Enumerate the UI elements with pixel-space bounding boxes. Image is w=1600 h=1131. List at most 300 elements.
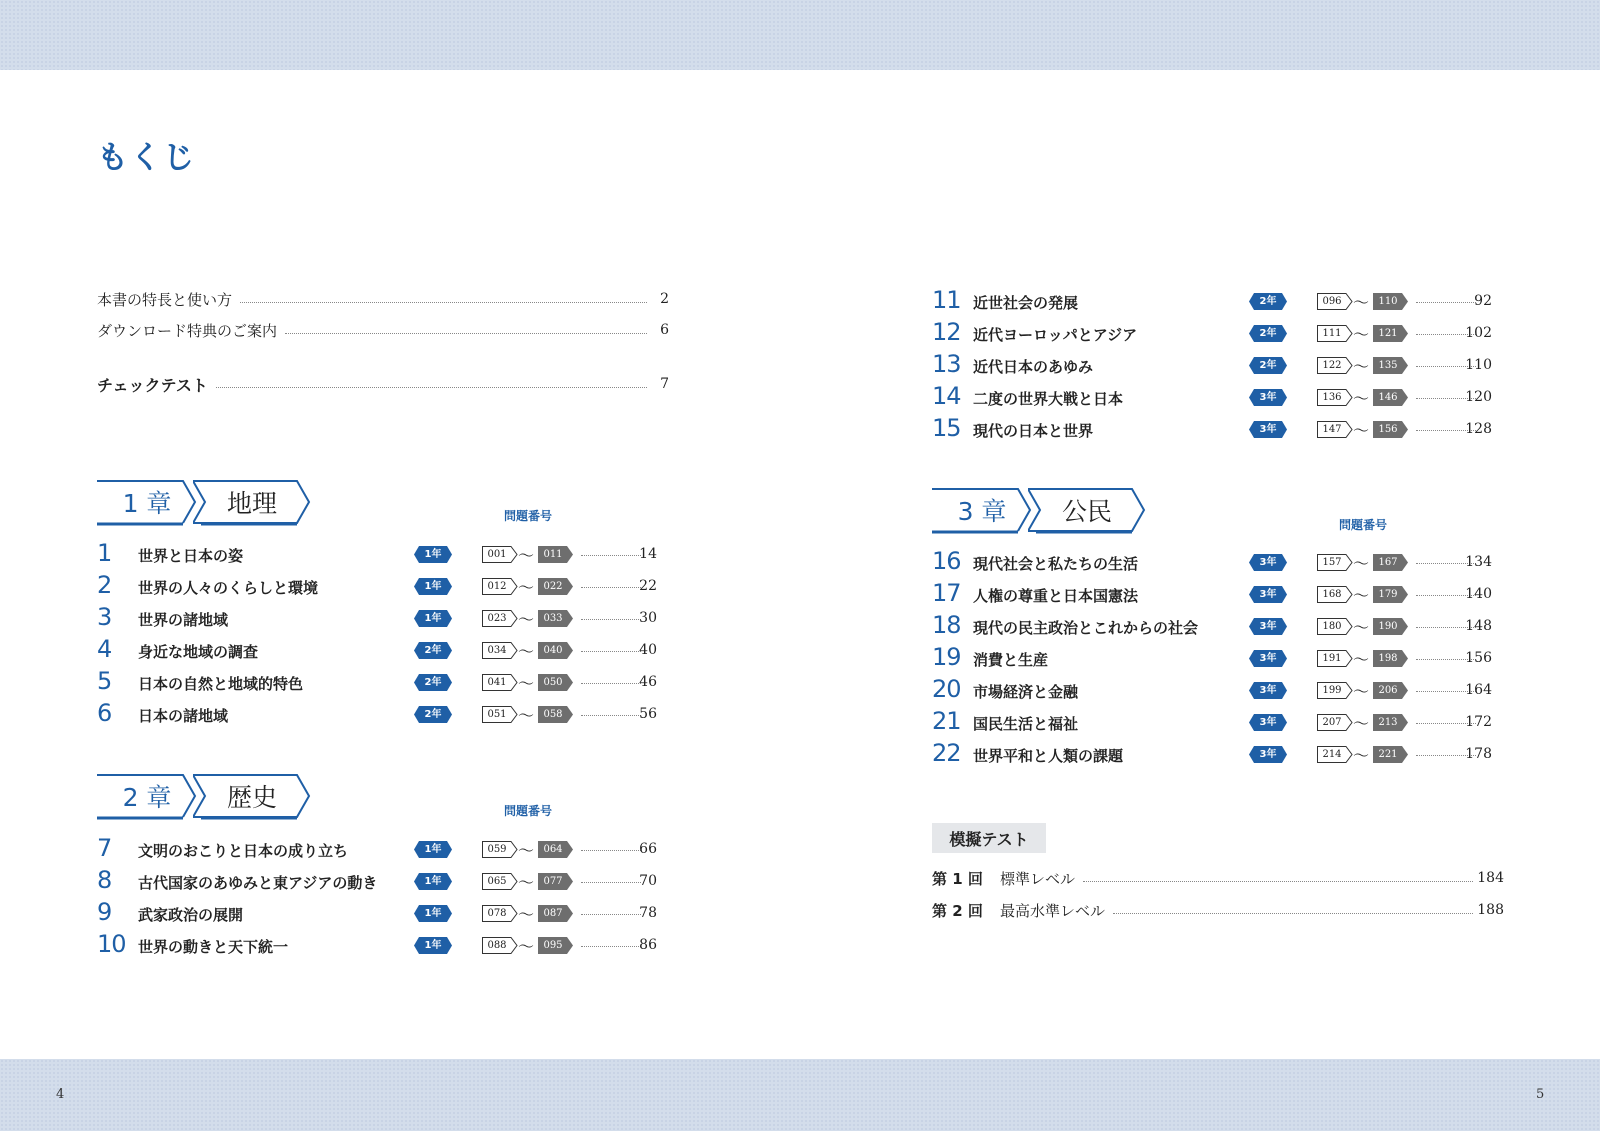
range-end-number: 022 [543,581,563,592]
question-range [482,905,574,922]
chapter-heading [932,488,1152,534]
item-title: 現代社会と私たちの生活 [973,555,1139,573]
page-ref: 6 [660,322,669,338]
item-number: 7 [97,834,112,862]
range-tilde: 〜 [1353,421,1370,440]
leader-dots [216,387,647,388]
range-start [482,706,516,723]
chapter-name-tab [193,480,311,524]
range-tilde: 〜 [518,610,535,629]
mogi-test-heading: 模擬テスト [932,823,1046,853]
leader-dots [285,333,647,334]
range-start [1317,389,1351,406]
item-number: 15 [932,414,961,442]
leader-dots [581,555,641,556]
range-tilde: 〜 [518,674,535,693]
item-title: 世界平和と人類の課題 [973,747,1124,765]
toc-item[interactable] [932,709,1492,735]
range-tilde: 〜 [518,905,535,924]
range-end-number: 050 [543,677,563,688]
question-range [1317,389,1409,406]
toc-item[interactable] [932,645,1492,671]
grade-label: 1年 [424,876,442,887]
range-end-number: 033 [543,613,563,624]
front-matter-row[interactable] [97,319,669,341]
page-ref: 184 [1477,870,1504,886]
toc-item[interactable] [97,900,657,926]
chapter-name: 公民 [1061,497,1112,526]
grade-label: 1年 [424,581,442,592]
range-start [1317,554,1351,571]
leader-dots [581,683,641,684]
toc-item[interactable] [932,741,1492,767]
grade-label: 1年 [424,844,442,855]
grade-badge [414,841,452,858]
page-ref: 148 [1465,618,1492,634]
range-start-number: 122 [1322,360,1342,371]
item-number: 10 [97,930,126,958]
item-number: 4 [97,635,112,663]
item-title: 国民生活と福祉 [973,715,1079,733]
toc-item[interactable] [932,288,1492,314]
range-start-number: 207 [1322,717,1342,728]
item-number: 9 [97,898,112,926]
range-start [1317,586,1351,603]
range-tilde: 〜 [518,546,535,565]
range-start-number: 180 [1322,621,1342,632]
range-start-number: 157 [1322,557,1342,568]
range-end-number: 156 [1378,424,1398,435]
grade-label: 3年 [1259,589,1277,600]
mondai-header: 問題番号 [504,509,553,523]
item-title: 日本の諸地域 [138,707,229,725]
leader-dots [581,946,641,947]
range-start-number: 078 [487,908,507,919]
chapter-name-tab [193,774,311,818]
toc-item[interactable] [97,701,657,727]
page-ref: 134 [1465,554,1492,570]
question-range [1317,650,1409,667]
range-end-number: 064 [543,844,563,855]
item-title: 身近な地域の調査 [138,643,259,661]
mogi-test-row[interactable] [932,867,1504,889]
bottom-band [0,1059,1600,1131]
item-number: 21 [932,707,961,735]
grade-badge [414,546,452,563]
question-range [482,610,574,627]
front-matter-row[interactable] [97,373,669,395]
page-ref: 172 [1465,714,1492,730]
range-end [538,905,572,922]
grade-label: 3年 [1259,424,1277,435]
range-end [538,610,572,627]
range-start-number: 136 [1322,392,1342,403]
chapter-heading [97,774,317,820]
range-end [1373,421,1407,438]
chapter-heading [97,480,317,526]
item-title: 日本の自然と地域的特色 [138,675,304,693]
grade-label: 3年 [1259,653,1277,664]
page-ref: 70 [639,873,657,889]
range-end [538,546,572,563]
page-ref: 56 [639,706,657,722]
item-title: 市場経済と金融 [973,683,1079,701]
chapter-number-tab [97,480,197,524]
grade-badge [414,610,452,627]
range-tilde: 〜 [1353,714,1370,733]
grade-badge [1249,714,1287,731]
item-number: 18 [932,611,961,639]
leader-dots [240,302,647,303]
item-title: 近世社会の発展 [973,294,1079,312]
grade-label: 3年 [1259,749,1277,760]
question-range [482,937,574,954]
range-end-number: 058 [543,709,563,720]
page-ref: 128 [1465,421,1492,437]
range-start [1317,421,1351,438]
item-title: 世界の動きと天下統一 [138,938,289,956]
toc-item[interactable] [97,932,657,958]
grade-label: 2年 [1259,360,1277,371]
toc-item[interactable] [97,637,657,663]
range-start [482,841,516,858]
item-number: 11 [932,286,961,314]
range-end-number: 206 [1378,685,1398,696]
range-end [1373,618,1407,635]
question-range [1317,357,1409,374]
page-ref: 120 [1465,389,1492,405]
page-ref: 2 [660,291,669,307]
item-title: 現代の民主政治とこれからの社会 [973,619,1199,637]
grade-label: 3年 [1259,685,1277,696]
leader-dots [581,587,641,588]
page-ref: 156 [1465,650,1492,666]
range-end [538,674,572,691]
range-end [538,873,572,890]
item-number: 2 [97,571,112,599]
leader-dots [1083,881,1473,882]
item-title: 世界の諸地域 [138,611,229,629]
item-title: 現代の日本と世界 [973,422,1094,440]
range-start-number: 088 [487,940,507,951]
item-number: 8 [97,866,112,894]
grade-badge [414,674,452,691]
range-start [482,546,516,563]
item-number: 5 [97,667,112,695]
range-start-number: 034 [487,645,507,656]
question-range [482,706,574,723]
chapter-number: 2 章 [122,783,172,812]
item-number: 22 [932,739,961,767]
range-end [538,706,572,723]
toc-item[interactable] [932,549,1492,575]
question-range [482,642,574,659]
mogi-round: 第 1 回 [932,869,983,888]
item-title: 人権の尊重と日本国憲法 [973,587,1139,605]
grade-badge [1249,586,1287,603]
range-start-number: 059 [487,844,507,855]
range-start [1317,746,1351,763]
front-matter-label: ダウンロード特典のご案内 [97,321,278,340]
item-title: 武家政治の展開 [138,906,244,924]
leader-dots [581,882,641,883]
range-start-number: 096 [1322,296,1342,307]
range-end [1373,650,1407,667]
page-number-right: 5 [1536,1087,1545,1102]
range-start [482,937,516,954]
range-tilde: 〜 [1353,682,1370,701]
toc-item[interactable] [932,352,1492,378]
range-tilde: 〜 [1353,325,1370,344]
range-start [1317,618,1351,635]
page-ref: 164 [1465,682,1492,698]
range-end [1373,586,1407,603]
range-start-number: 199 [1322,685,1342,696]
toc-item[interactable] [97,836,657,862]
range-end [538,642,572,659]
range-end-number: 198 [1378,653,1398,664]
range-start [482,578,516,595]
range-end [1373,357,1407,374]
grade-badge [1249,357,1287,374]
range-end-number: 179 [1378,589,1398,600]
toc-item[interactable] [97,605,657,631]
item-title: 近代日本のあゆみ [973,358,1094,376]
question-range [1317,682,1409,699]
range-start [1317,650,1351,667]
item-title: 世界の人々のくらしと環境 [138,579,319,597]
grade-label: 1年 [424,908,442,919]
range-tilde: 〜 [1353,746,1370,765]
range-tilde: 〜 [518,578,535,597]
range-tilde: 〜 [1353,618,1370,637]
toc-item[interactable] [97,669,657,695]
left-column [97,0,669,1000]
leader-dots [581,715,641,716]
range-end [1373,554,1407,571]
grade-badge [1249,618,1287,635]
grade-badge [1249,650,1287,667]
toc-item[interactable] [97,541,657,567]
chapter-number: 1 章 [122,489,172,518]
page-ref: 92 [1474,293,1492,309]
page-ref: 40 [639,642,657,658]
toc-item[interactable] [932,384,1492,410]
page-ref: 86 [639,937,657,953]
range-start-number: 023 [487,613,507,624]
grade-badge [414,642,452,659]
range-start-number: 191 [1322,653,1342,664]
mogi-test-row[interactable] [932,899,1504,921]
range-end-number: 135 [1378,360,1398,371]
range-tilde: 〜 [1353,357,1370,376]
range-end [1373,325,1407,342]
leader-dots [581,651,641,652]
range-end-number: 121 [1378,328,1398,339]
range-tilde: 〜 [1353,293,1370,312]
mogi-level: 最高水準レベル [1000,901,1106,920]
range-end-number: 040 [543,645,563,656]
chapter-name-tab [1028,488,1146,532]
range-start-number: 111 [1322,328,1342,339]
question-range [482,873,574,890]
question-range [482,546,574,563]
item-number: 6 [97,699,112,727]
range-end [1373,682,1407,699]
range-end-number: 011 [543,549,563,560]
grade-label: 3年 [1259,717,1277,728]
range-start-number: 168 [1322,589,1342,600]
range-end [1373,293,1407,310]
chapter-number-tab [97,774,197,818]
mogi-round: 第 2 回 [932,901,983,920]
page-ref: 46 [639,674,657,690]
range-tilde: 〜 [1353,554,1370,573]
toc-item[interactable] [932,581,1492,607]
grade-label: 1年 [424,549,442,560]
question-range [1317,618,1409,635]
range-end-number: 213 [1378,717,1398,728]
item-number: 20 [932,675,961,703]
front-matter-row[interactable] [97,288,669,310]
page-ref: 14 [639,546,657,562]
grade-label: 2年 [424,645,442,656]
grade-label: 1年 [424,613,442,624]
page-ref: 178 [1465,746,1492,762]
range-start [482,610,516,627]
grade-label: 2年 [424,709,442,720]
range-end [1373,746,1407,763]
page-ref: 66 [639,841,657,857]
question-range [1317,325,1409,342]
page-ref: 102 [1465,325,1492,341]
grade-badge [1249,325,1287,342]
leader-dots [581,619,641,620]
grade-label: 2年 [1259,328,1277,339]
grade-badge [1249,421,1287,438]
leader-dots [581,914,641,915]
grade-label: 2年 [424,677,442,688]
item-number: 1 [97,539,112,567]
grade-badge [414,578,452,595]
range-tilde: 〜 [518,642,535,661]
toc-item[interactable] [932,416,1492,442]
chapter-number: 3 章 [957,497,1007,526]
chapter-name: 歴史 [226,783,277,812]
range-start [1317,357,1351,374]
range-tilde: 〜 [1353,586,1370,605]
question-range [1317,421,1409,438]
toc-item[interactable] [97,573,657,599]
range-tilde: 〜 [1353,650,1370,669]
mogi-level: 標準レベル [1000,869,1076,888]
range-tilde: 〜 [518,873,535,892]
range-tilde: 〜 [1353,389,1370,408]
item-number: 13 [932,350,961,378]
question-range [482,578,574,595]
leader-dots [1113,913,1473,914]
range-tilde: 〜 [518,841,535,860]
question-range [1317,293,1409,310]
range-start-number: 041 [487,677,507,688]
range-end-number: 095 [543,940,563,951]
mondai-header: 問題番号 [504,804,553,818]
item-number: 16 [932,547,961,575]
range-end [1373,714,1407,731]
toc-item[interactable] [97,868,657,894]
question-range [1317,554,1409,571]
page-ref: 7 [660,376,669,392]
range-end-number: 221 [1378,749,1398,760]
range-start [482,873,516,890]
range-start [482,674,516,691]
range-end-number: 190 [1378,621,1398,632]
range-start [1317,293,1351,310]
question-range [1317,746,1409,763]
item-number: 17 [932,579,961,607]
grade-badge [1249,293,1287,310]
toc-item[interactable] [932,320,1492,346]
range-end [538,578,572,595]
mondai-header: 問題番号 [1339,518,1388,532]
range-end-number: 087 [543,908,563,919]
grade-badge [414,873,452,890]
range-start [482,642,516,659]
range-start-number: 001 [487,549,507,560]
item-number: 14 [932,382,961,410]
toc-item[interactable] [932,613,1492,639]
grade-badge [414,937,452,954]
range-start [1317,682,1351,699]
toc-item[interactable] [932,677,1492,703]
chapter-name: 地理 [226,489,277,518]
page-ref: 30 [639,610,657,626]
range-start [482,905,516,922]
item-number: 12 [932,318,961,346]
item-title: 消費と生産 [973,651,1049,669]
range-start-number: 012 [487,581,507,592]
question-range [482,674,574,691]
grade-label: 2年 [1259,296,1277,307]
page-ref: 110 [1465,357,1492,373]
range-start-number: 051 [487,709,507,720]
range-end-number: 110 [1378,296,1398,307]
grade-label: 3年 [1259,557,1277,568]
range-end [1373,389,1407,406]
question-range [1317,714,1409,731]
leader-dots [581,850,641,851]
page-number-left: 4 [56,1087,65,1102]
item-title: 古代国家のあゆみと東アジアの動き [138,874,378,892]
range-end-number: 167 [1378,557,1398,568]
range-end [538,937,572,954]
item-number: 19 [932,643,961,671]
range-tilde: 〜 [518,937,535,956]
item-title: 世界と日本の姿 [138,547,244,565]
grade-badge [414,706,452,723]
range-end [538,841,572,858]
grade-badge [1249,389,1287,406]
item-number: 3 [97,603,112,631]
range-tilde: 〜 [518,706,535,725]
page-ref: 140 [1465,586,1492,602]
item-title: 文明のおこりと日本の成り立ち [138,842,349,860]
page-ref: 78 [639,905,657,921]
grade-label: 1年 [424,940,442,951]
front-matter-label: 本書の特長と使い方 [97,290,233,309]
page-ref: 188 [1477,902,1504,918]
range-end-number: 077 [543,876,563,887]
